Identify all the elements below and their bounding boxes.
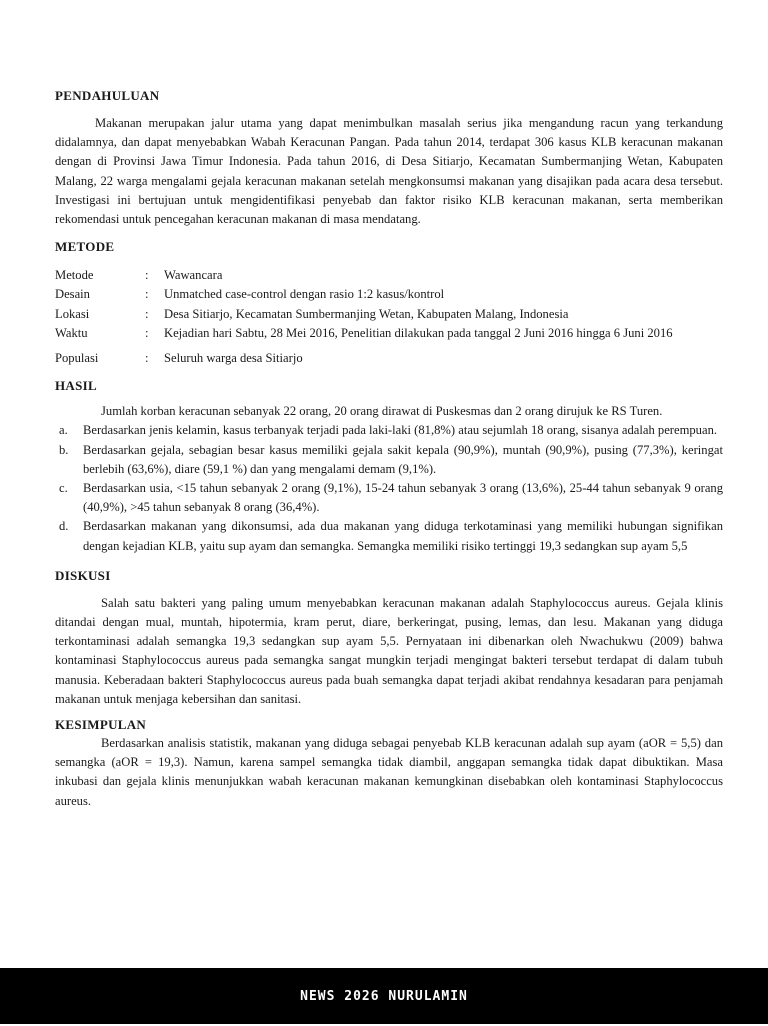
- list-item-text: Berdasarkan makanan yang dikonsumsi, ada dua makanan yang diduga terkotaminasi yang memiliki hubungan signifikan dengan kejadian KLB, yaitu sup ayam dan semangka. Semangka memiliki risiko tertinggi 19,3 sedangkan sup ayam 5,5: [83, 519, 723, 553]
- metode-value: Desa Sitiarjo, Kecamatan Sumbermanjing Wetan, Kabupaten Malang, Indonesia: [164, 306, 569, 321]
- metode-value: Wawancara: [164, 268, 223, 283]
- metode-row: [55, 285, 723, 304]
- metode-value: Seluruh warga desa Sitiarjo: [164, 351, 303, 366]
- list-item-text: Berdasarkan jenis kelamin, kasus terbanyak terjadi pada laki-laki (81,8%) atau sejumlah 18 orang, sisanya adalah perempuan.: [83, 423, 718, 438]
- metode-colon: :: [145, 287, 149, 302]
- metode-key: Lokasi: [55, 306, 90, 321]
- metode-row: [55, 343, 723, 368]
- section-heading-pendahuluan: PENDAHULUAN: [55, 88, 160, 103]
- list-item-text: Berdasarkan gejala, sebagian besar kasus memiliki gejala sakit kepala (90,9%), muntah (90,9%), pusing (77,3%), keringat berlebih (63,6%), diare (59,1 %) dan yang mengalami demam (9,1%).: [83, 442, 723, 476]
- document-page: [55, 86, 723, 811]
- metode-row: [55, 305, 723, 324]
- metode-row: [55, 266, 723, 285]
- hasil-list-item: [55, 517, 723, 555]
- metode-table: [55, 266, 723, 368]
- hasil-list-item: [55, 441, 723, 479]
- pendahuluan-paragraph: Makanan merupakan jalur utama yang dapat menimbulkan masalah serius jika mengandung racun yang terkandung didalamnya, dan dapat menyebabkan Wabah Keracunan Pangan. Pada tahun 2014, terdapat 306 kasus KLB keracunan makanan dengan di Provinsi Jawa Timur Indonesia. Pada tahun 2016, di Desa Sitiarjo, Kecamatan Sumbermanjing Wetan, Kabupaten Malang, 22 warga mengalami gejala keracunan makanan setelah mengkonsumsi makanan yang disajikan pada acara desa tersebut. Investigasi ini bertujuan untuk mengidentifikasi penyebab dan faktor risiko KLB keracunan makanan, serta memberikan rekomendasi untuk pencegahan keracunan makanan di masa mendatang.: [55, 116, 723, 227]
- metode-value: Unmatched case-control dengan rasio 1:2 kasus/kontrol: [164, 287, 445, 302]
- metode-colon: :: [145, 325, 149, 340]
- list-marker: d.: [59, 519, 69, 534]
- metode-key: Populasi: [55, 351, 99, 366]
- diskusi-paragraph: Salah satu bakteri yang paling umum menyebabkan keracunan makanan adalah Staphylococcus aureus. Gejala klinis ditandai dengan mual, muntah, hipotermia, kram perut, diare, berkeringat, pusing, lemas, dan lesu. Makanan yang diduga terkontaminasi adalah semangka 19,3 sedangkan sup ayam 5,5. Pernyataan ini dibenarkan oleh Nwachukwu (2009) bahwa kontaminasi Staphylococcus aureus pada semangka sangat mungkin terjadi mengingat bakteri tersebut terdapat di dalam tubuh manusia. Keberadaan bakteri Staphylococcus aureus pada buah semangka dapat terjadi akibat rendahnya kesadaran para penjamah makanan untuk menjaga kebersihan dan sanitasi.: [55, 595, 723, 706]
- metode-value: Kejadian hari Sabtu, 28 Mei 2016, Penelitian dilakukan pada tanggal 2 Juni 2016 hingga 6 Juni 2016: [164, 325, 673, 340]
- section-heading-kesimpulan: KESIMPULAN: [55, 717, 147, 733]
- metode-row: [55, 324, 723, 343]
- hasil-list-item: [55, 421, 723, 440]
- metode-key: Waktu: [55, 325, 88, 340]
- hasil-list: [55, 421, 723, 555]
- hasil-list-item: [55, 479, 723, 517]
- list-marker: b.: [59, 442, 69, 457]
- footer-text: NEWS 2026 NURULAMIN: [300, 989, 468, 1004]
- footer-banner: [0, 968, 768, 1024]
- section-heading-metode: METODE: [55, 239, 115, 255]
- section-heading-diskusi: DISKUSI: [55, 567, 111, 583]
- list-marker: c.: [59, 481, 68, 496]
- metode-key: Desain: [55, 287, 90, 302]
- metode-colon: :: [145, 306, 149, 321]
- metode-colon: :: [145, 351, 149, 366]
- kesimpulan-paragraph: Berdasarkan analisis statistik, makanan yang diduga sebagai penyebab KLB keracunan adalah sup ayam (aOR = 5,5) dan semangka (aOR = 19,3). Namun, karena sampel semangka tidak diambil, anggapan semangka tidak dapat dibuktikan. Masa inkubasi dan gejala klinis menunjukkan wabah keracunan makanan kemungkinan disebabkan oleh kontaminasi Staphylococcus aureus.: [55, 736, 723, 808]
- metode-colon: :: [145, 268, 149, 283]
- section-heading-hasil: HASIL: [55, 378, 97, 394]
- hasil-intro-paragraph: Jumlah korban keracunan sebanyak 22 orang, 20 orang dirawat di Puskesmas dan 2 orang dirujuk ke RS Turen.: [101, 404, 663, 419]
- list-item-text: Berdasarkan usia, <15 tahun sebanyak 2 orang (9,1%), 15-24 tahun sebanyak 3 orang (13,6%), 25-44 tahun sebanyak 9 orang (40,9%), >45 tahun sebanyak 8 orang (36,4%).: [83, 481, 723, 515]
- metode-key: Metode: [55, 268, 94, 283]
- list-marker: a.: [59, 423, 68, 438]
